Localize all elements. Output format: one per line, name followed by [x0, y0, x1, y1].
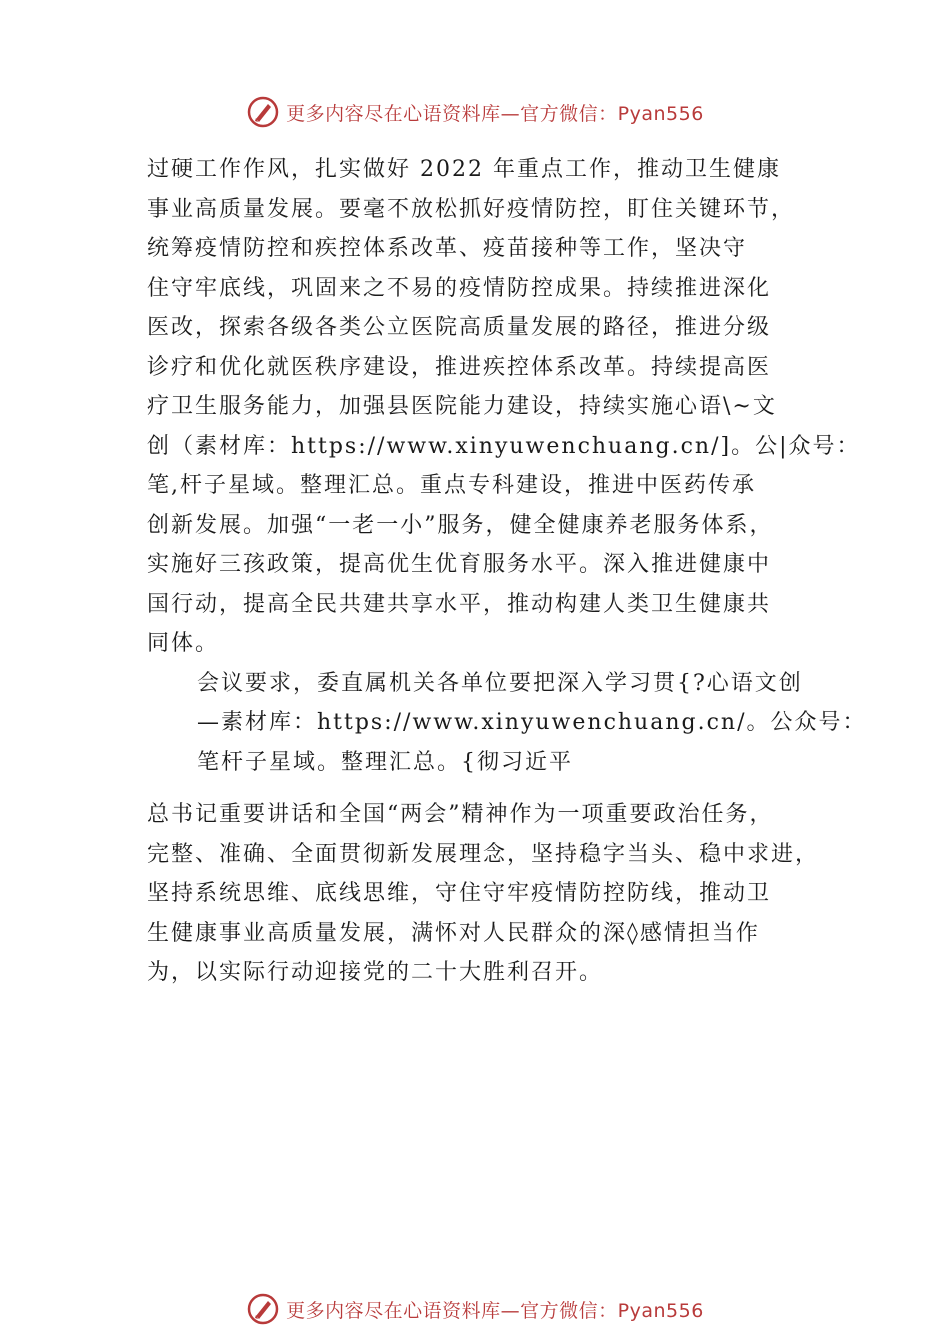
paragraph-1 [147, 150, 861, 664]
text-line: 住守牢底线，巩固来之不易的疫情防控成果。持续推进深化 [147, 275, 772, 301]
text-line: 创新发展。加强“一老一小”服务，健全健康养老服务体系， [147, 512, 774, 538]
text-line: 会议要求，委直属机关各单位要把深入学习贯{?心语文创 [197, 670, 803, 696]
text-line: 诊疗和优化就医秩序建设，推进疾控体系改革。持续提高医 [147, 354, 772, 380]
paragraph-2 [147, 664, 867, 783]
text-line: 笔杆子星域。整理汇总。{彻习近平 [197, 749, 573, 775]
text-line: 实施好三孩政策，提高优生优育服务水平。深入推进健康中 [147, 552, 772, 577]
pen-seal-icon [246, 1292, 280, 1326]
text-line: 坚持系统思维、底线思维，守住守牢疫情防控防线，推动卫 [147, 881, 772, 906]
text-line: 同体。 [147, 631, 220, 656]
paragraph-3 [147, 795, 847, 993]
text-line: 医改，探索各级各类公立医院高质量发展的路径，推进分级 [147, 315, 772, 340]
text-line: 创（素材库：https://www.xinyuwenchuang.cn/]。公|众号： [147, 433, 861, 459]
text-line: 完整、准确、全面贯彻新发展理念，坚持稳字当头、稳中求进， [147, 841, 820, 867]
watermark-text: 更多内容尽在心语资料库—官方微信：Pyan556 [286, 1299, 704, 1322]
document-body [147, 150, 867, 993]
text-line: 生健康事业高质量发展，满怀对人民群众的深◊感情担当作 [147, 920, 760, 946]
text-line: 国行动，提高全民共建共享水平，推动构建人类卫生健康共 [147, 591, 772, 617]
watermark-footer [0, 1289, 950, 1329]
pen-seal-icon [246, 95, 280, 129]
text-line: 总书记重要讲话和全国“两会”精神作为一项重要政治任务， [147, 802, 774, 827]
text-line: 事业高质量发展。要毫不放松抓好疫情防控，盯住关键环节， [147, 196, 796, 222]
text-line: 统筹疫情防控和疾控体系改革、疫苗接种等工作，坚决守 [147, 236, 748, 261]
text-line: 为，以实际行动迎接党的二十大胜利召开。 [147, 960, 604, 985]
text-line: 过硬工作作风，扎实做好 2022 年重点工作，推动卫生健康 [147, 157, 781, 182]
text-line: 疗卫生服务能力，加强县医院能力建设，持续实施心语\~文 [147, 394, 777, 419]
text-line: —素材库：https://www.xinyuwenchuang.cn/。公众号： [197, 710, 867, 735]
watermark-text: 更多内容尽在心语资料库—官方微信：Pyan556 [286, 102, 704, 125]
text-line: 笔,杆子星域。整理汇总。重点专科建设，推进中医药传承 [147, 473, 756, 498]
watermark-header [0, 92, 950, 132]
